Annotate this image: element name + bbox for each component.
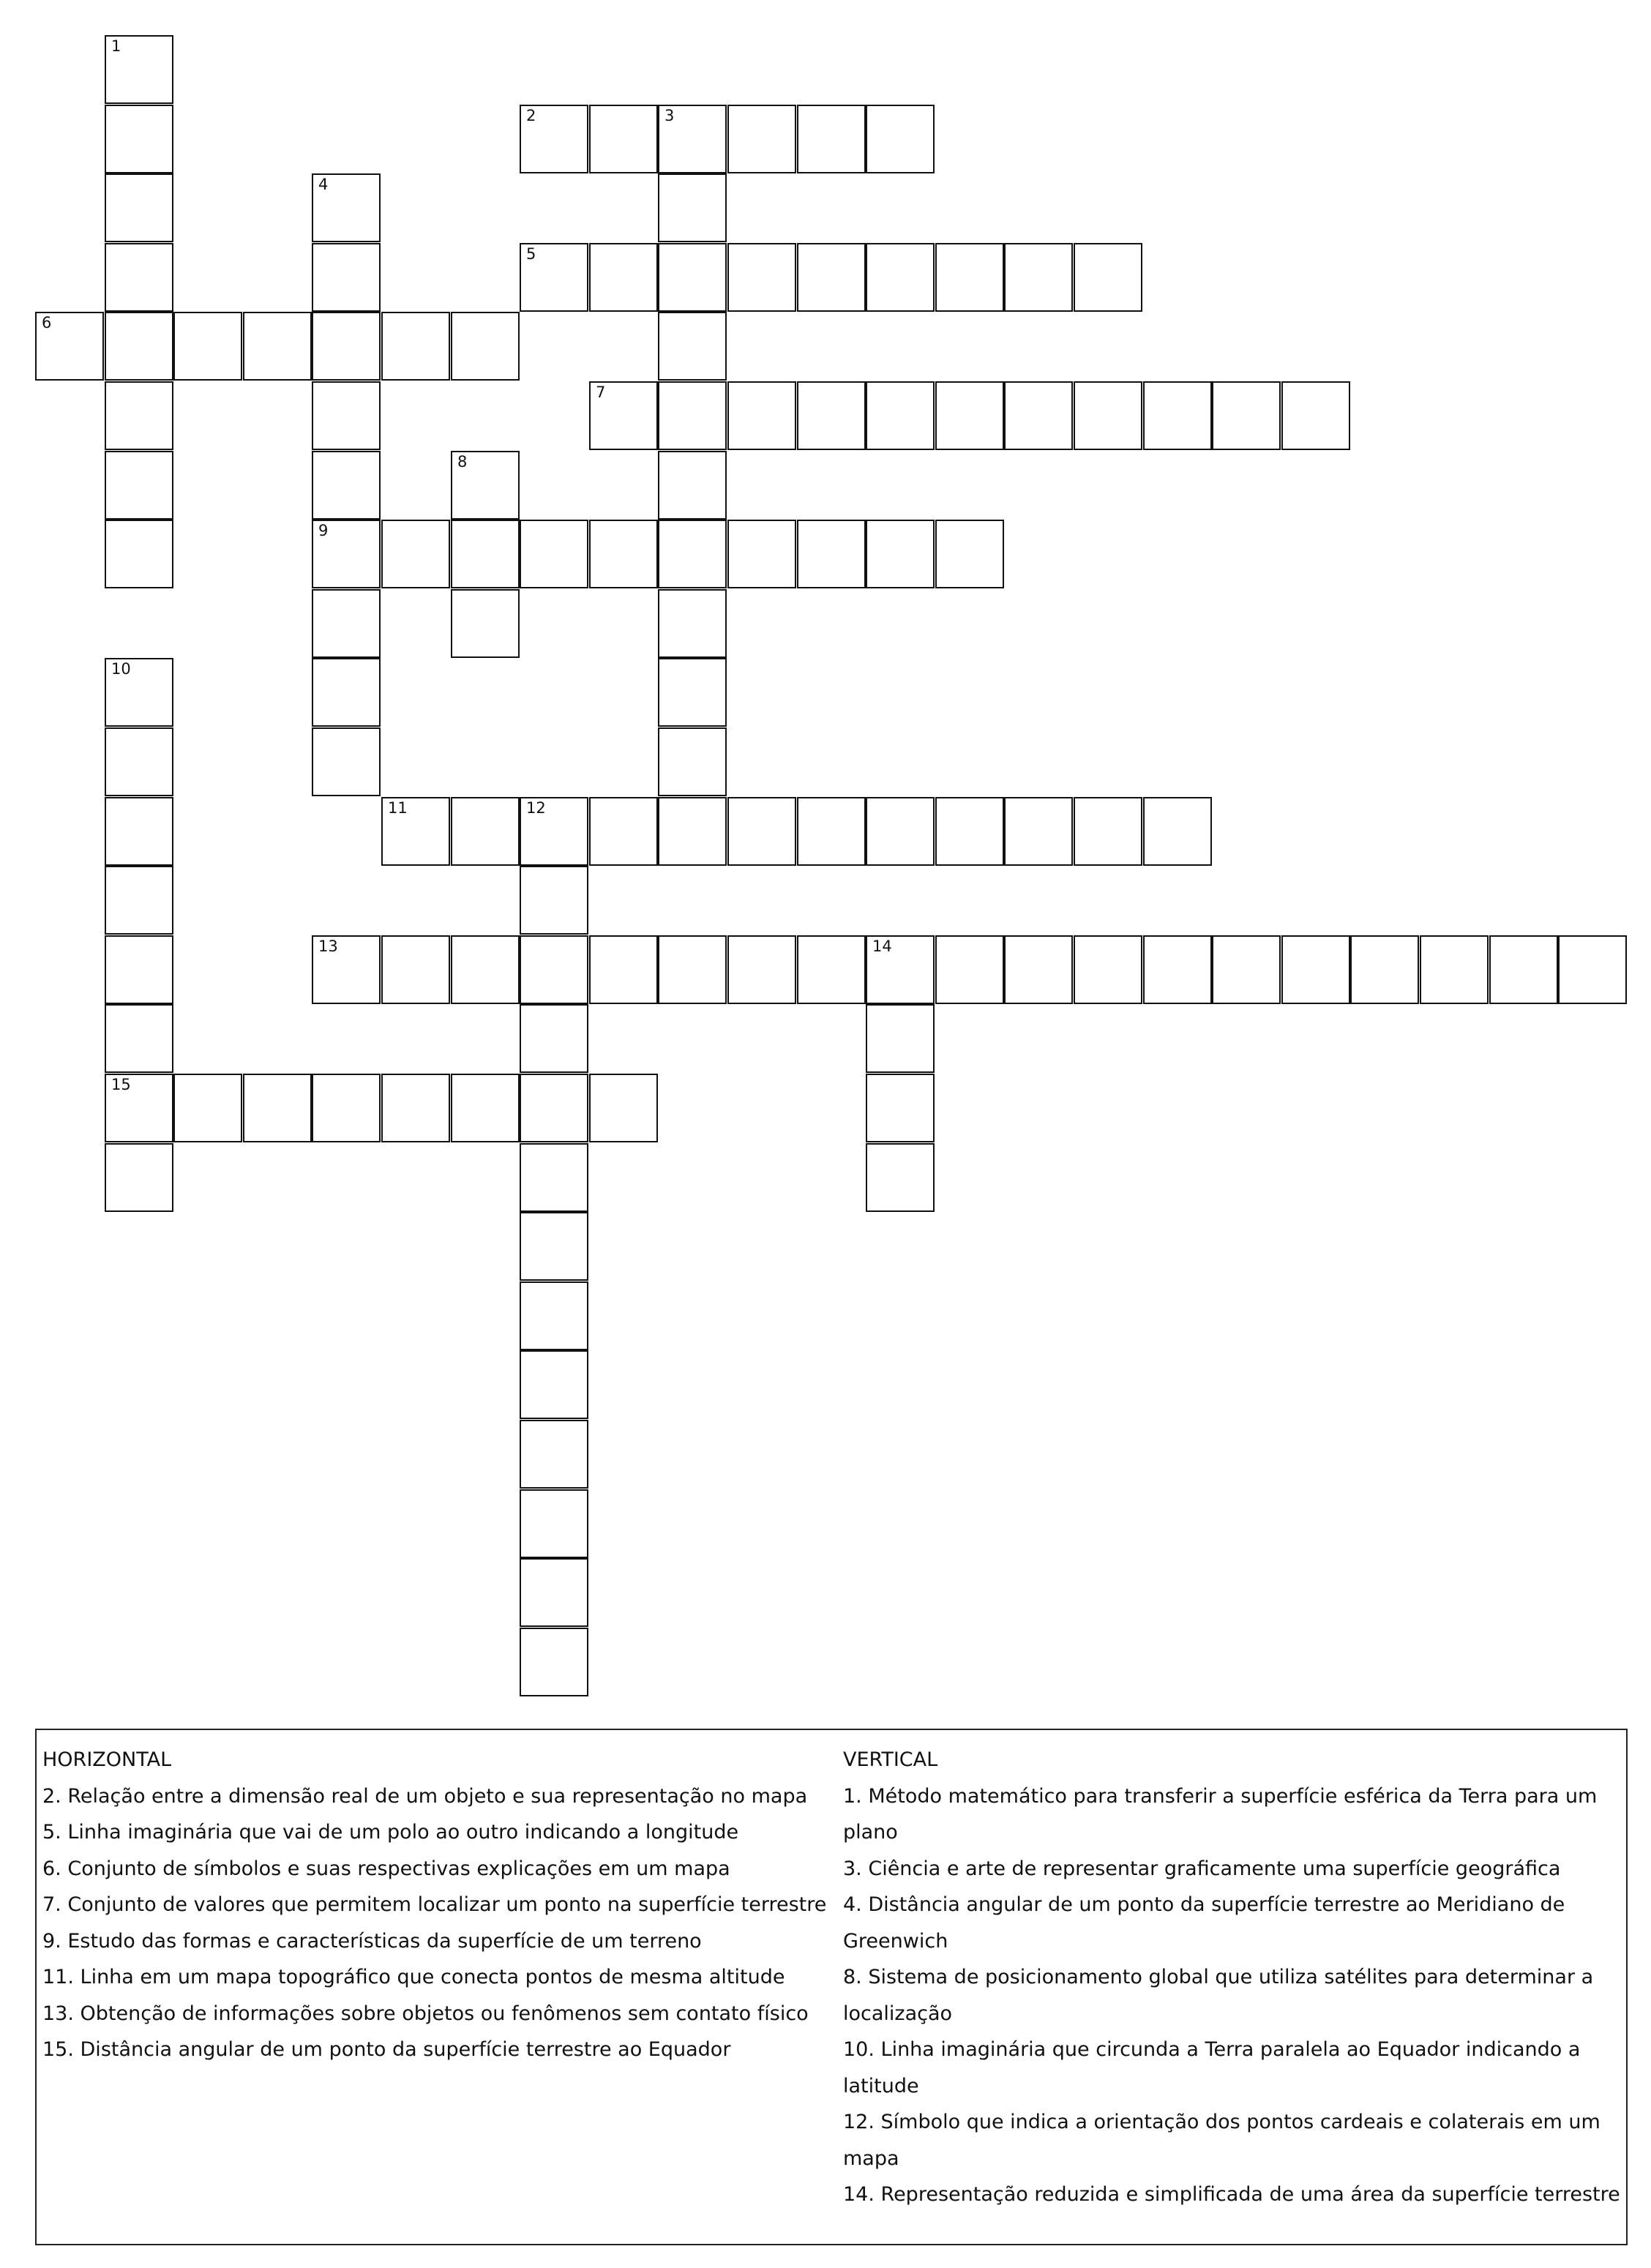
crossword-cell[interactable] <box>520 243 588 312</box>
crossword-cell[interactable] <box>105 797 173 866</box>
crossword-cell[interactable] <box>797 381 866 450</box>
clues-box <box>35 1729 1628 2245</box>
horizontal-clue: 15. Distância angular de um ponto da superfície terrestre ao Equador <box>42 2038 731 2061</box>
crossword-cell[interactable] <box>658 935 727 1004</box>
crossword-cell[interactable] <box>451 312 520 381</box>
crossword-cell[interactable] <box>520 105 588 173</box>
crossword-cell[interactable] <box>312 312 381 381</box>
crossword-cell[interactable] <box>381 935 450 1004</box>
crossword-cell[interactable] <box>658 312 727 381</box>
crossword-cell[interactable] <box>935 520 1004 588</box>
horizontal-clue: 2. Relação entre a dimensão real de um objeto e sua representação no mapa <box>42 1784 808 1808</box>
crossword-cell[interactable] <box>451 935 520 1004</box>
clue-number: 5 <box>526 245 536 263</box>
crossword-cell[interactable] <box>312 1074 381 1142</box>
crossword-cell[interactable] <box>312 520 381 588</box>
crossword-cell[interactable] <box>381 1074 450 1142</box>
crossword-cell[interactable] <box>589 935 658 1004</box>
crossword-cell[interactable] <box>35 312 104 381</box>
crossword-cell[interactable] <box>658 451 727 520</box>
crossword-cell[interactable] <box>105 727 173 796</box>
vertical-heading: VERTICAL <box>843 1748 938 1771</box>
vertical-clue-line: mapa <box>843 2147 899 2170</box>
crossword-cell[interactable] <box>935 381 1004 450</box>
crossword-cell[interactable] <box>589 520 658 588</box>
crossword-cell[interactable] <box>866 797 935 866</box>
crossword-cell[interactable] <box>1350 935 1419 1004</box>
crossword-cell[interactable] <box>658 727 727 796</box>
crossword-cell[interactable] <box>1004 935 1073 1004</box>
clue-number: 2 <box>526 107 536 124</box>
crossword-cell[interactable] <box>381 520 450 588</box>
crossword-cell[interactable] <box>1212 381 1281 450</box>
crossword-cell[interactable] <box>381 797 450 866</box>
horizontal-clue: 5. Linha imaginária que vai de um polo ao outro indicando a longitude <box>42 1821 739 1844</box>
crossword-cell[interactable] <box>727 797 796 866</box>
horizontal-clue: 6. Conjunto de símbolos e suas respectivas explicações em um mapa <box>42 1857 730 1880</box>
crossword-cell[interactable] <box>105 312 173 381</box>
vertical-clue-line: 14. Representação reduzida e simplificada de uma área da superfície terrestre <box>843 2183 1620 2206</box>
crossword-cell[interactable] <box>312 173 381 242</box>
crossword-cell[interactable] <box>866 381 935 450</box>
crossword-cell[interactable] <box>105 1074 173 1142</box>
crossword-cell[interactable] <box>727 381 796 450</box>
crossword-cell[interactable] <box>1004 381 1073 450</box>
clue-number: 12 <box>526 799 546 817</box>
crossword-cell[interactable] <box>312 451 381 520</box>
horizontal-clue: 7. Conjunto de valores que permitem localizar um ponto na superfície terrestre <box>42 1893 827 1916</box>
clue-number: 3 <box>664 107 675 124</box>
crossword-cell[interactable] <box>243 1074 312 1142</box>
crossword-cell[interactable] <box>1143 381 1212 450</box>
crossword-cell[interactable] <box>658 105 727 173</box>
crossword-cell[interactable] <box>658 797 727 866</box>
crossword-cell[interactable] <box>520 1558 588 1627</box>
crossword-cell[interactable] <box>312 727 381 796</box>
crossword-cell[interactable] <box>312 381 381 450</box>
crossword-cell[interactable] <box>105 866 173 935</box>
crossword-cell[interactable] <box>520 1074 588 1142</box>
clue-number: 4 <box>318 176 329 193</box>
crossword-cell[interactable] <box>589 105 658 173</box>
clue-number: 11 <box>388 799 408 817</box>
crossword-cell[interactable] <box>1489 935 1558 1004</box>
crossword-cell[interactable] <box>173 1074 242 1142</box>
crossword-cell[interactable] <box>520 1004 588 1073</box>
crossword-cell[interactable] <box>1004 243 1073 312</box>
crossword-cell[interactable] <box>1558 935 1627 1004</box>
vertical-clue-line: plano <box>843 1821 898 1844</box>
crossword-cell[interactable] <box>935 243 1004 312</box>
crossword-cell[interactable] <box>1281 381 1350 450</box>
crossword-cell[interactable] <box>589 797 658 866</box>
crossword-cell[interactable] <box>520 935 588 1004</box>
crossword-cell[interactable] <box>312 935 381 1004</box>
crossword-cell[interactable] <box>589 243 658 312</box>
crossword-cell[interactable] <box>1074 935 1142 1004</box>
crossword-cell[interactable] <box>451 520 520 588</box>
crossword-cell[interactable] <box>312 658 381 727</box>
crossword-cell[interactable] <box>105 451 173 520</box>
horizontal-clues <box>42 1742 836 2068</box>
clue-number: 1 <box>111 37 121 55</box>
crossword-cell[interactable] <box>520 1281 588 1350</box>
clue-number: 15 <box>111 1076 131 1093</box>
crossword-cell[interactable] <box>381 312 450 381</box>
crossword-cell[interactable] <box>866 1004 935 1073</box>
clue-number: 7 <box>596 383 606 401</box>
crossword-cell[interactable] <box>105 173 173 242</box>
horizontal-clue: 9. Estudo das formas e características da superfície de um terreno <box>42 1929 702 1953</box>
crossword-cell[interactable] <box>797 520 866 588</box>
vertical-clue-line: 1. Método matemático para transferir a superfície esférica da Terra para um <box>843 1784 1598 1808</box>
crossword-cell[interactable] <box>797 243 866 312</box>
crossword-cell[interactable] <box>1212 935 1281 1004</box>
crossword-cell[interactable] <box>1143 797 1212 866</box>
crossword-cell[interactable] <box>866 520 935 588</box>
crossword-cell[interactable] <box>520 1420 588 1489</box>
crossword-cell[interactable] <box>520 1489 588 1558</box>
crossword-cell[interactable] <box>658 589 727 658</box>
crossword-cell[interactable] <box>1074 243 1142 312</box>
crossword-cell[interactable] <box>727 520 796 588</box>
clue-number: 8 <box>457 453 468 471</box>
crossword-cell[interactable] <box>105 658 173 727</box>
vertical-clue-line: localização <box>843 2002 953 2025</box>
clue-number: 14 <box>872 937 892 955</box>
vertical-clue-line: 4. Distância angular de um ponto da superfície terrestre ao Meridiano de <box>843 1893 1565 1916</box>
crossword-cell[interactable] <box>797 105 866 173</box>
crossword-cell[interactable] <box>451 589 520 658</box>
crossword-cell[interactable] <box>866 1074 935 1142</box>
crossword-cell[interactable] <box>1074 381 1142 450</box>
crossword-cell[interactable] <box>173 312 242 381</box>
crossword-cell[interactable] <box>935 935 1004 1004</box>
vertical-clue-line: 3. Ciência e arte de representar graficamente uma superfície geográfica <box>843 1857 1561 1880</box>
crossword-cell[interactable] <box>451 1074 520 1142</box>
crossword-cell[interactable] <box>658 173 727 242</box>
crossword-cell[interactable] <box>935 797 1004 866</box>
clue-number: 6 <box>42 314 52 332</box>
crossword-cell[interactable] <box>658 243 727 312</box>
vertical-clues <box>843 1742 1625 2213</box>
crossword-cell[interactable] <box>589 1074 658 1142</box>
crossword-cell[interactable] <box>866 105 935 173</box>
vertical-clue-line: latitude <box>843 2074 919 2097</box>
vertical-clue-line: Greenwich <box>843 1929 948 1953</box>
crossword-cell[interactable] <box>312 589 381 658</box>
crossword-cell[interactable] <box>1074 797 1142 866</box>
crossword-cell[interactable] <box>1281 935 1350 1004</box>
crossword-cell[interactable] <box>797 935 866 1004</box>
crossword-cell[interactable] <box>797 797 866 866</box>
crossword-cell[interactable] <box>658 658 727 727</box>
horizontal-heading: HORIZONTAL <box>42 1748 172 1771</box>
crossword-cell[interactable] <box>243 312 312 381</box>
crossword-cell[interactable] <box>520 1212 588 1281</box>
crossword-cell[interactable] <box>520 520 588 588</box>
clue-number: 10 <box>111 660 131 678</box>
crossword-cell[interactable] <box>658 520 727 588</box>
crossword-cell[interactable] <box>658 381 727 450</box>
crossword-cell[interactable] <box>520 1350 588 1419</box>
crossword-cell[interactable] <box>451 797 520 866</box>
horizontal-clue: 11. Linha em um mapa topográfico que conecta pontos de mesma altitude <box>42 1966 785 1988</box>
vertical-clue-line: 8. Sistema de posicionamento global que utiliza satélites para determinar a <box>843 1966 1594 1988</box>
horizontal-clue: 13. Obtenção de informações sobre objetos ou fenômenos sem contato físico <box>42 2002 809 2025</box>
crossword-cell[interactable] <box>105 1004 173 1073</box>
crossword-cell[interactable] <box>866 243 935 312</box>
crossword-cell[interactable] <box>105 105 173 173</box>
crossword-cell[interactable] <box>105 1143 173 1212</box>
crossword-cell[interactable] <box>105 35 173 104</box>
crossword-cell[interactable] <box>727 935 796 1004</box>
crossword-cell[interactable] <box>1420 935 1489 1004</box>
crossword-cell[interactable] <box>105 935 173 1004</box>
crossword-cell[interactable] <box>727 243 796 312</box>
crossword-cell[interactable] <box>520 797 588 866</box>
crossword-cell[interactable] <box>105 520 173 588</box>
clue-number: 9 <box>318 522 329 539</box>
crossword-cell[interactable] <box>105 381 173 450</box>
crossword-cell[interactable] <box>866 935 935 1004</box>
crossword-cell[interactable] <box>727 105 796 173</box>
crossword-cell[interactable] <box>520 1628 588 1696</box>
crossword-cell[interactable] <box>451 451 520 520</box>
crossword-cell[interactable] <box>520 1143 588 1212</box>
clue-number: 13 <box>318 937 338 955</box>
crossword-cell[interactable] <box>520 866 588 935</box>
crossword-cell[interactable] <box>1004 797 1073 866</box>
crossword-cell[interactable] <box>866 1143 935 1212</box>
vertical-clue-line: 10. Linha imaginária que circunda a Terra paralela ao Equador indicando a <box>843 2038 1581 2061</box>
vertical-clue-line: 12. Símbolo que indica a orientação dos pontos cardeais e colaterais em um <box>843 2111 1601 2133</box>
crossword-cell[interactable] <box>1143 935 1212 1004</box>
crossword-cell[interactable] <box>105 243 173 312</box>
crossword-cell[interactable] <box>589 381 658 450</box>
crossword-cell[interactable] <box>312 243 381 312</box>
